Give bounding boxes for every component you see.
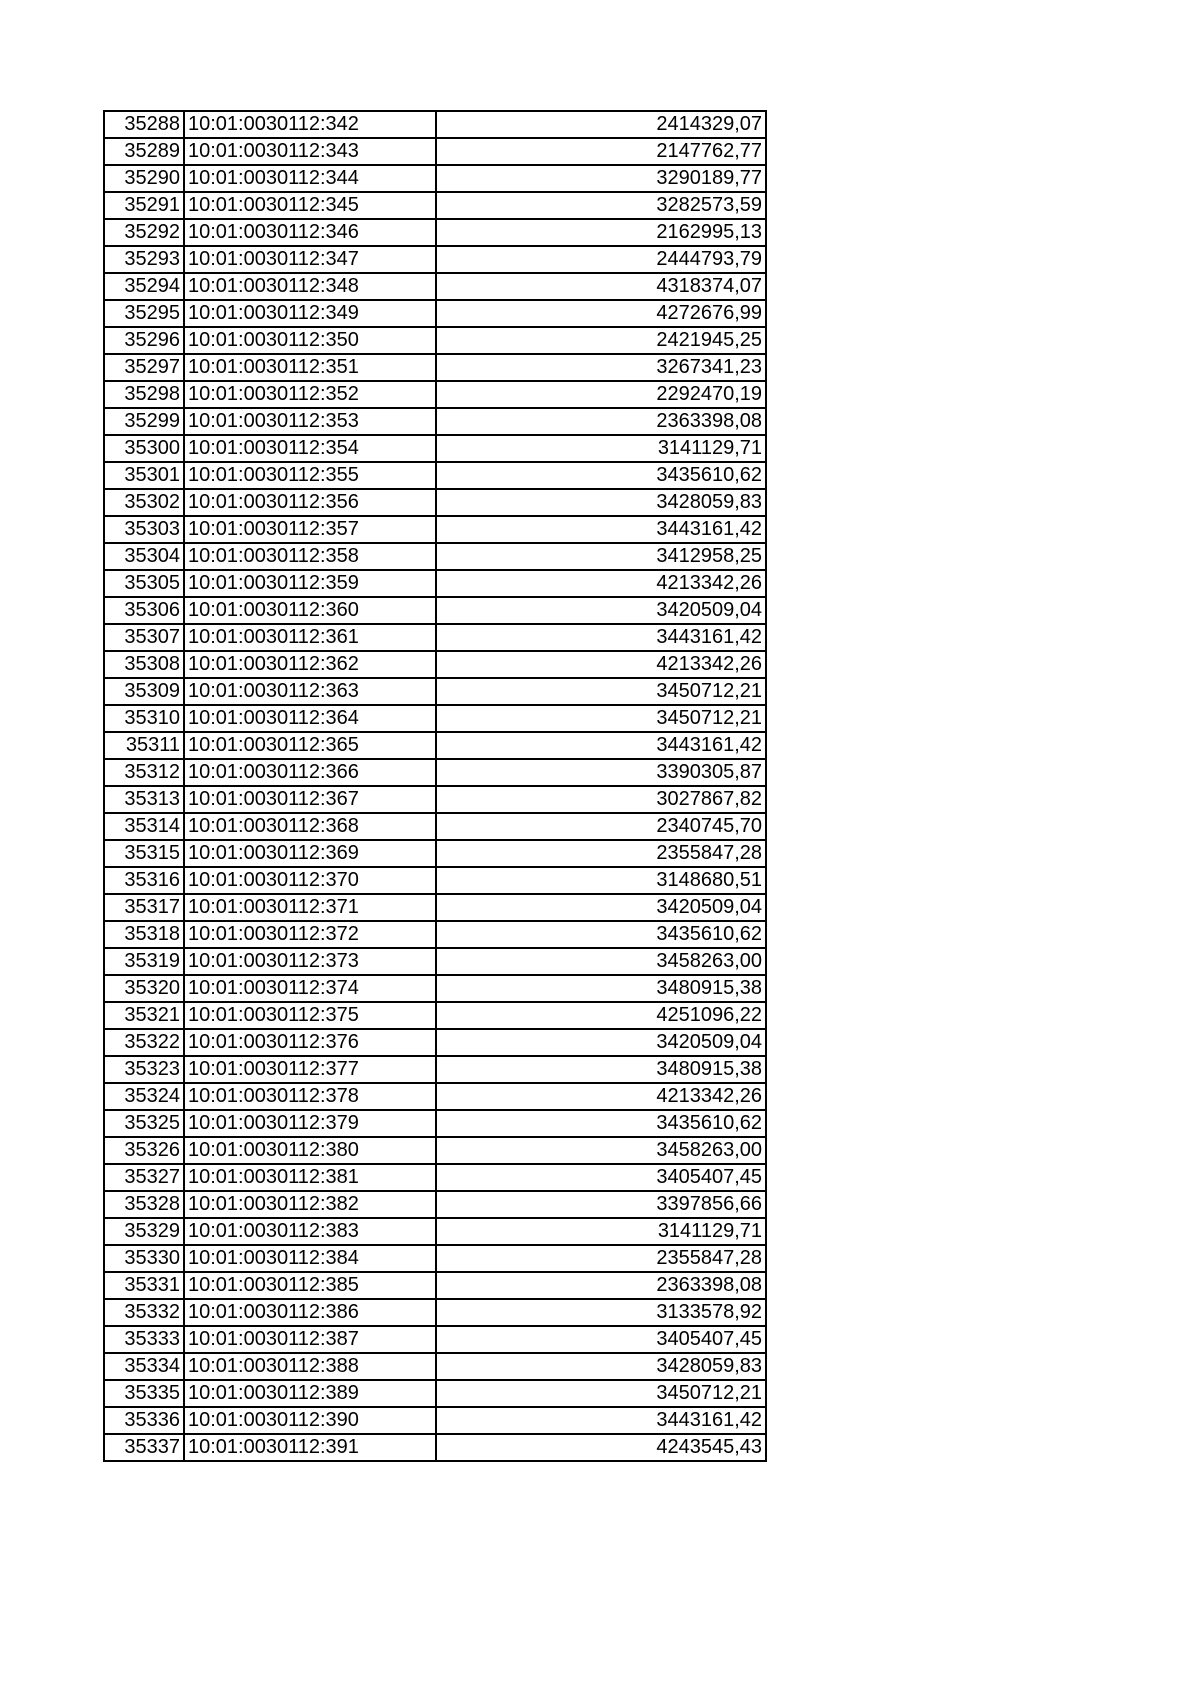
table-row <box>104 273 766 300</box>
table-row <box>104 1002 766 1029</box>
row-number-cell: 35299 <box>104 408 184 435</box>
value-cell: 3450712,21 <box>436 705 766 732</box>
table-row <box>104 975 766 1002</box>
table-row <box>104 597 766 624</box>
row-number-cell: 35312 <box>104 759 184 786</box>
value-cell: 2147762,77 <box>436 138 766 165</box>
row-number-cell: 35301 <box>104 462 184 489</box>
row-number-cell: 35328 <box>104 1191 184 1218</box>
table-row <box>104 489 766 516</box>
row-number-cell: 35324 <box>104 1083 184 1110</box>
table-row <box>104 759 766 786</box>
value-cell: 3458263,00 <box>436 948 766 975</box>
cadastral-number-cell: 10:01:0030112:375 <box>184 1002 436 1029</box>
table-row <box>104 354 766 381</box>
value-cell: 3480915,38 <box>436 975 766 1002</box>
row-number-cell: 35318 <box>104 921 184 948</box>
table-row <box>104 408 766 435</box>
row-number-cell: 35330 <box>104 1245 184 1272</box>
table-row <box>104 867 766 894</box>
cadastral-number-cell: 10:01:0030112:351 <box>184 354 436 381</box>
value-cell: 3458263,00 <box>436 1137 766 1164</box>
value-cell: 3443161,42 <box>436 516 766 543</box>
value-cell: 3443161,42 <box>436 1407 766 1434</box>
table-row <box>104 111 766 138</box>
row-number-cell: 35291 <box>104 192 184 219</box>
table-row <box>104 1137 766 1164</box>
value-cell: 2444793,79 <box>436 246 766 273</box>
value-cell: 2340745,70 <box>436 813 766 840</box>
row-number-cell: 35292 <box>104 219 184 246</box>
row-number-cell: 35331 <box>104 1272 184 1299</box>
value-cell: 3290189,77 <box>436 165 766 192</box>
row-number-cell: 35295 <box>104 300 184 327</box>
cadastral-number-cell: 10:01:0030112:368 <box>184 813 436 840</box>
cadastral-number-cell: 10:01:0030112:378 <box>184 1083 436 1110</box>
cadastral-number-cell: 10:01:0030112:360 <box>184 597 436 624</box>
value-cell: 2363398,08 <box>436 408 766 435</box>
value-cell: 3141129,71 <box>436 435 766 462</box>
value-cell: 3282573,59 <box>436 192 766 219</box>
value-cell: 3435610,62 <box>436 921 766 948</box>
value-cell: 3435610,62 <box>436 462 766 489</box>
table-row <box>104 435 766 462</box>
row-number-cell: 35326 <box>104 1137 184 1164</box>
table-row <box>104 381 766 408</box>
value-cell: 2421945,25 <box>436 327 766 354</box>
cadastral-number-cell: 10:01:0030112:359 <box>184 570 436 597</box>
row-number-cell: 35323 <box>104 1056 184 1083</box>
value-cell: 3141129,71 <box>436 1218 766 1245</box>
row-number-cell: 35296 <box>104 327 184 354</box>
table-row <box>104 813 766 840</box>
table-row <box>104 192 766 219</box>
cadastral-number-cell: 10:01:0030112:349 <box>184 300 436 327</box>
value-cell: 3443161,42 <box>436 732 766 759</box>
row-number-cell: 35337 <box>104 1434 184 1461</box>
cadastral-number-cell: 10:01:0030112:364 <box>184 705 436 732</box>
cadastral-number-cell: 10:01:0030112:384 <box>184 1245 436 1272</box>
row-number-cell: 35325 <box>104 1110 184 1137</box>
value-cell: 3390305,87 <box>436 759 766 786</box>
value-cell: 4213342,26 <box>436 570 766 597</box>
value-cell: 4272676,99 <box>436 300 766 327</box>
cadastral-number-cell: 10:01:0030112:381 <box>184 1164 436 1191</box>
cadastral-number-cell: 10:01:0030112:361 <box>184 624 436 651</box>
table-row <box>104 543 766 570</box>
row-number-cell: 35290 <box>104 165 184 192</box>
value-cell: 2363398,08 <box>436 1272 766 1299</box>
row-number-cell: 35303 <box>104 516 184 543</box>
cadastral-number-cell: 10:01:0030112:386 <box>184 1299 436 1326</box>
table-row <box>104 300 766 327</box>
row-number-cell: 35322 <box>104 1029 184 1056</box>
value-cell: 2414329,07 <box>436 111 766 138</box>
cadastral-number-cell: 10:01:0030112:342 <box>184 111 436 138</box>
row-number-cell: 35319 <box>104 948 184 975</box>
value-cell: 3435610,62 <box>436 1110 766 1137</box>
value-cell: 4213342,26 <box>436 651 766 678</box>
row-number-cell: 35304 <box>104 543 184 570</box>
cadastral-number-cell: 10:01:0030112:387 <box>184 1326 436 1353</box>
cadastral-number-cell: 10:01:0030112:362 <box>184 651 436 678</box>
cadastral-number-cell: 10:01:0030112:343 <box>184 138 436 165</box>
row-number-cell: 35293 <box>104 246 184 273</box>
table-row <box>104 1218 766 1245</box>
row-number-cell: 35314 <box>104 813 184 840</box>
row-number-cell: 35329 <box>104 1218 184 1245</box>
value-cell: 3412958,25 <box>436 543 766 570</box>
cadastral-number-cell: 10:01:0030112:374 <box>184 975 436 1002</box>
cadastral-number-cell: 10:01:0030112:344 <box>184 165 436 192</box>
cadastral-number-cell: 10:01:0030112:388 <box>184 1353 436 1380</box>
table-row <box>104 786 766 813</box>
value-cell: 3027867,82 <box>436 786 766 813</box>
table-row <box>104 1164 766 1191</box>
cadastral-number-cell: 10:01:0030112:353 <box>184 408 436 435</box>
table-row <box>104 1299 766 1326</box>
row-number-cell: 35298 <box>104 381 184 408</box>
data-table <box>103 110 767 1462</box>
row-number-cell: 35333 <box>104 1326 184 1353</box>
row-number-cell: 35294 <box>104 273 184 300</box>
table-row <box>104 462 766 489</box>
table-row <box>104 651 766 678</box>
value-cell: 2355847,28 <box>436 1245 766 1272</box>
table-row <box>104 165 766 192</box>
row-number-cell: 35332 <box>104 1299 184 1326</box>
table-row <box>104 516 766 543</box>
cadastral-number-cell: 10:01:0030112:358 <box>184 543 436 570</box>
table-row <box>104 1407 766 1434</box>
table-row <box>104 1029 766 1056</box>
row-number-cell: 35335 <box>104 1380 184 1407</box>
row-number-cell: 35313 <box>104 786 184 813</box>
cadastral-number-cell: 10:01:0030112:380 <box>184 1137 436 1164</box>
value-cell: 4243545,43 <box>436 1434 766 1461</box>
row-number-cell: 35315 <box>104 840 184 867</box>
row-number-cell: 35288 <box>104 111 184 138</box>
value-cell: 3420509,04 <box>436 894 766 921</box>
value-cell: 3267341,23 <box>436 354 766 381</box>
cadastral-number-cell: 10:01:0030112:352 <box>184 381 436 408</box>
table-row <box>104 1434 766 1461</box>
row-number-cell: 35297 <box>104 354 184 381</box>
value-cell: 3480915,38 <box>436 1056 766 1083</box>
cadastral-number-cell: 10:01:0030112:377 <box>184 1056 436 1083</box>
cadastral-number-cell: 10:01:0030112:391 <box>184 1434 436 1461</box>
value-cell: 3450712,21 <box>436 1380 766 1407</box>
row-number-cell: 35316 <box>104 867 184 894</box>
cadastral-number-cell: 10:01:0030112:354 <box>184 435 436 462</box>
table-row <box>104 1272 766 1299</box>
row-number-cell: 35289 <box>104 138 184 165</box>
table-row <box>104 1110 766 1137</box>
value-cell: 2162995,13 <box>436 219 766 246</box>
row-number-cell: 35320 <box>104 975 184 1002</box>
value-cell: 4213342,26 <box>436 1083 766 1110</box>
value-cell: 3148680,51 <box>436 867 766 894</box>
value-cell: 2355847,28 <box>436 840 766 867</box>
row-number-cell: 35327 <box>104 1164 184 1191</box>
cadastral-number-cell: 10:01:0030112:389 <box>184 1380 436 1407</box>
row-number-cell: 35334 <box>104 1353 184 1380</box>
value-cell: 3443161,42 <box>436 624 766 651</box>
cadastral-number-cell: 10:01:0030112:385 <box>184 1272 436 1299</box>
value-cell: 3405407,45 <box>436 1164 766 1191</box>
row-number-cell: 35309 <box>104 678 184 705</box>
table-row <box>104 327 766 354</box>
table-row <box>104 624 766 651</box>
table-row <box>104 1326 766 1353</box>
cadastral-number-cell: 10:01:0030112:382 <box>184 1191 436 1218</box>
table-row <box>104 138 766 165</box>
table-row <box>104 1056 766 1083</box>
table-row <box>104 570 766 597</box>
cadastral-number-cell: 10:01:0030112:356 <box>184 489 436 516</box>
value-cell: 3420509,04 <box>436 597 766 624</box>
row-number-cell: 35317 <box>104 894 184 921</box>
value-cell: 3397856,66 <box>436 1191 766 1218</box>
cadastral-number-cell: 10:01:0030112:366 <box>184 759 436 786</box>
table-body <box>104 111 766 1461</box>
cadastral-number-cell: 10:01:0030112:357 <box>184 516 436 543</box>
table-row <box>104 1353 766 1380</box>
cadastral-number-cell: 10:01:0030112:355 <box>184 462 436 489</box>
row-number-cell: 35302 <box>104 489 184 516</box>
table-row <box>104 1380 766 1407</box>
cadastral-number-cell: 10:01:0030112:346 <box>184 219 436 246</box>
cadastral-number-cell: 10:01:0030112:363 <box>184 678 436 705</box>
row-number-cell: 35305 <box>104 570 184 597</box>
cadastral-number-cell: 10:01:0030112:350 <box>184 327 436 354</box>
row-number-cell: 35308 <box>104 651 184 678</box>
row-number-cell: 35307 <box>104 624 184 651</box>
value-cell: 3420509,04 <box>436 1029 766 1056</box>
row-number-cell: 35336 <box>104 1407 184 1434</box>
cadastral-number-cell: 10:01:0030112:372 <box>184 921 436 948</box>
row-number-cell: 35310 <box>104 705 184 732</box>
cadastral-number-cell: 10:01:0030112:390 <box>184 1407 436 1434</box>
row-number-cell: 35300 <box>104 435 184 462</box>
table-row <box>104 219 766 246</box>
table-row <box>104 705 766 732</box>
cadastral-number-cell: 10:01:0030112:365 <box>184 732 436 759</box>
table-row <box>104 1083 766 1110</box>
table-row <box>104 678 766 705</box>
value-cell: 3133578,92 <box>436 1299 766 1326</box>
value-cell: 3428059,83 <box>436 1353 766 1380</box>
cadastral-number-cell: 10:01:0030112:369 <box>184 840 436 867</box>
table-row <box>104 732 766 759</box>
cadastral-number-cell: 10:01:0030112:347 <box>184 246 436 273</box>
cadastral-number-cell: 10:01:0030112:379 <box>184 1110 436 1137</box>
value-cell: 3450712,21 <box>436 678 766 705</box>
table-row <box>104 894 766 921</box>
table-row <box>104 840 766 867</box>
value-cell: 4251096,22 <box>436 1002 766 1029</box>
cadastral-number-cell: 10:01:0030112:373 <box>184 948 436 975</box>
value-cell: 4318374,07 <box>436 273 766 300</box>
table-row <box>104 246 766 273</box>
cadastral-number-cell: 10:01:0030112:370 <box>184 867 436 894</box>
value-cell: 3405407,45 <box>436 1326 766 1353</box>
table-row <box>104 1245 766 1272</box>
cadastral-number-cell: 10:01:0030112:348 <box>184 273 436 300</box>
row-number-cell: 35321 <box>104 1002 184 1029</box>
row-number-cell: 35306 <box>104 597 184 624</box>
value-cell: 2292470,19 <box>436 381 766 408</box>
table-row <box>104 948 766 975</box>
cadastral-number-cell: 10:01:0030112:367 <box>184 786 436 813</box>
table-row <box>104 1191 766 1218</box>
table-row <box>104 921 766 948</box>
row-number-cell: 35311 <box>104 732 184 759</box>
value-cell: 3428059,83 <box>436 489 766 516</box>
cadastral-number-cell: 10:01:0030112:383 <box>184 1218 436 1245</box>
cadastral-number-cell: 10:01:0030112:376 <box>184 1029 436 1056</box>
cadastral-number-cell: 10:01:0030112:345 <box>184 192 436 219</box>
cadastral-number-cell: 10:01:0030112:371 <box>184 894 436 921</box>
